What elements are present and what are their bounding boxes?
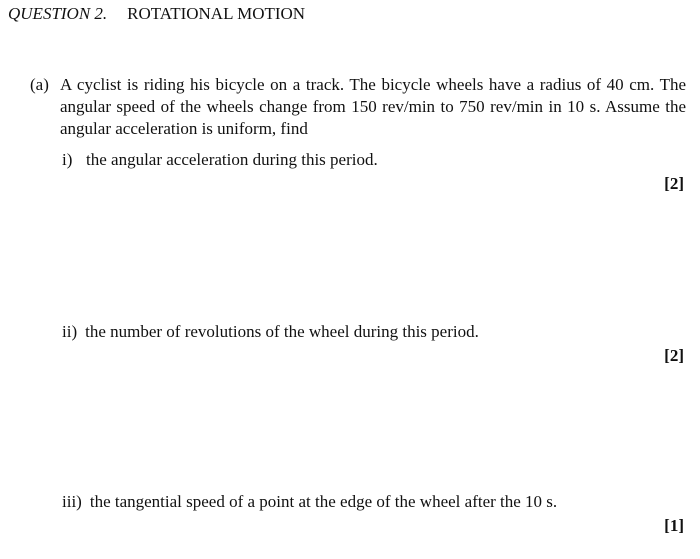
subpart-ii-marks: [2] — [664, 346, 684, 365]
question-number: QUESTION 2. — [8, 4, 108, 23]
subpart-ii — [62, 322, 479, 342]
part-a — [30, 74, 686, 140]
subpart-i-number: i) — [62, 150, 73, 169]
subpart-ii-text: the number of revolutions of the wheel during this period. — [85, 322, 479, 341]
subpart-i — [62, 150, 378, 170]
subpart-iii-text: the tangential speed of a point at the edge of the wheel after the 10 s. — [89, 492, 558, 511]
part-a-marker: (a) — [30, 75, 49, 94]
subpart-i-text: the angular acceleration during this period. — [86, 150, 378, 169]
subpart-i-marks: [2] — [664, 174, 684, 193]
part-a-text: A cyclist is riding his bicycle on a track. The bicycle wheels have a radius of 40 cm. The angular speed of the wheels change from 150 rev/min to 750 rev/min in 10 s. Assume the angular acceleration is uniform, find — [60, 75, 686, 138]
question-title: ROTATIONAL MOTION — [127, 4, 306, 23]
subpart-iii-marks: [1] — [664, 516, 684, 535]
subpart-iii-number: iii) — [62, 492, 82, 511]
subpart-ii-number: ii) — [62, 322, 78, 341]
question-header — [8, 4, 305, 24]
subpart-iii — [62, 492, 557, 512]
